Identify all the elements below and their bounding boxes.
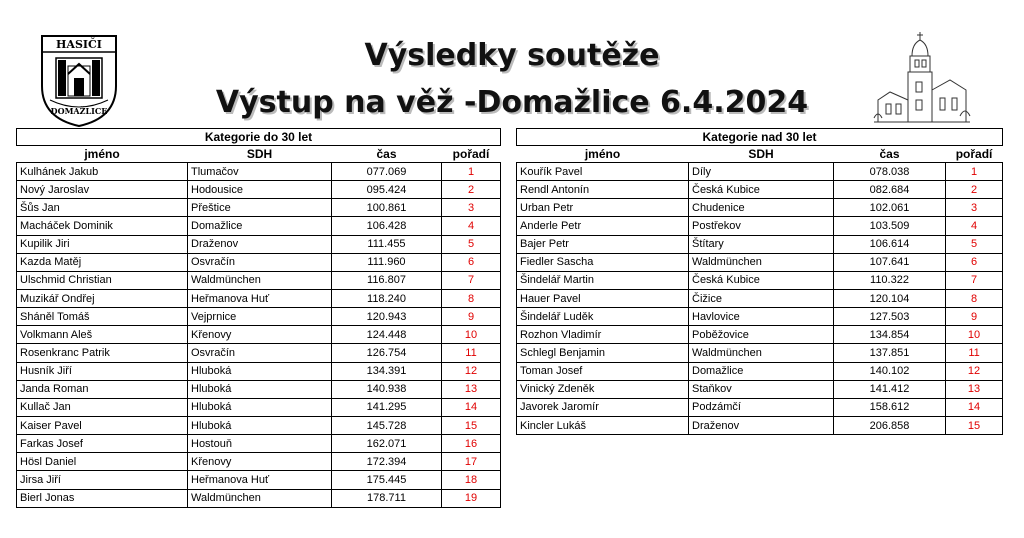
cell-sdh: Draženov <box>188 235 332 253</box>
table-row <box>17 398 501 416</box>
cell-rank: 4 <box>442 217 501 235</box>
col-header-rank: pořadí <box>955 147 993 161</box>
table-row <box>517 380 1003 398</box>
cell-time: 120.104 <box>834 289 946 307</box>
cell-time: 095.424 <box>332 181 442 199</box>
cell-sdh: Přeštice <box>188 199 332 217</box>
cell-rank: 10 <box>946 326 1003 344</box>
category-title: Kategorie nad 30 let <box>517 129 1003 146</box>
cell-sdh: Havlovice <box>689 308 834 326</box>
category-title: Kategorie do 30 let <box>17 129 501 146</box>
table-row <box>17 453 501 471</box>
cell-rank: 6 <box>442 253 501 271</box>
cell-time: 078.038 <box>834 163 946 181</box>
cell-time: 162.071 <box>332 435 442 453</box>
cell-sdh: Osvračín <box>188 253 332 271</box>
cell-time: 178.711 <box>332 489 442 507</box>
cell-time: 134.854 <box>834 326 946 344</box>
cell-name: Toman Josef <box>517 362 689 380</box>
results-table-over-30 <box>516 128 1003 435</box>
cell-sdh: Heřmanova Huť <box>188 289 332 307</box>
cell-name: Šůs Jan <box>17 199 188 217</box>
cell-time: 140.938 <box>332 380 442 398</box>
cell-time: 127.503 <box>834 308 946 326</box>
cell-sdh: Domažlice <box>689 362 834 380</box>
cell-time: 158.612 <box>834 398 946 416</box>
cell-name: Kazda Matěj <box>17 253 188 271</box>
cell-name: Šindelář Luděk <box>517 308 689 326</box>
cell-rank: 11 <box>946 344 1003 362</box>
cell-sdh: Chudenice <box>689 199 834 217</box>
cell-sdh: Křenovy <box>188 326 332 344</box>
cell-sdh: Staňkov <box>689 380 834 398</box>
cell-rank: 14 <box>946 398 1003 416</box>
table-row <box>17 163 501 181</box>
cell-name: Hauer Pavel <box>517 289 689 307</box>
cell-sdh: Díly <box>689 163 834 181</box>
cell-rank: 9 <box>442 308 501 326</box>
cell-rank: 3 <box>442 199 501 217</box>
cell-name: Farkas Josef <box>17 435 188 453</box>
cell-time: 172.394 <box>332 453 442 471</box>
cell-sdh: Waldmünchen <box>689 344 834 362</box>
table-row <box>17 271 501 289</box>
cell-rank: 12 <box>946 362 1003 380</box>
col-header-name: jméno <box>84 147 120 161</box>
cell-rank: 18 <box>442 471 501 489</box>
cell-rank: 8 <box>442 289 501 307</box>
cell-rank: 7 <box>442 271 501 289</box>
table-row <box>517 416 1003 434</box>
table-row <box>517 217 1003 235</box>
cell-time: 111.455 <box>332 235 442 253</box>
cell-rank: 13 <box>442 380 501 398</box>
cell-rank: 3 <box>946 199 1003 217</box>
logo-top-text: HASIČI <box>56 38 102 51</box>
page-subtitle: Výstup na věž -Domažlice 6.4.2024 <box>215 85 809 120</box>
cell-name: Kulhánek Jakub <box>17 163 188 181</box>
cell-name: Kouřík Pavel <box>517 163 689 181</box>
cell-name: Muzikář Ondřej <box>17 289 188 307</box>
cell-name: Rendl Antonín <box>517 181 689 199</box>
cell-sdh: Hluboká <box>188 380 332 398</box>
cell-time: 206.858 <box>834 416 946 434</box>
cell-name: Sháněl Tomáš <box>17 308 188 326</box>
cell-name: Kincler Lukáš <box>517 416 689 434</box>
cell-time: 107.641 <box>834 253 946 271</box>
table-row <box>17 253 501 271</box>
cell-rank: 2 <box>442 181 501 199</box>
table-row <box>517 398 1003 416</box>
cell-rank: 1 <box>442 163 501 181</box>
table-row <box>517 289 1003 307</box>
cell-rank: 10 <box>442 326 501 344</box>
table-row <box>17 344 501 362</box>
cell-sdh: Čižice <box>689 289 834 307</box>
cell-name: Jirsa Jiří <box>17 471 188 489</box>
table-row <box>517 199 1003 217</box>
table-row <box>17 289 501 307</box>
cell-name: Bajer Petr <box>517 235 689 253</box>
cell-rank: 15 <box>946 416 1003 434</box>
table-row <box>517 308 1003 326</box>
cell-name: Hösl Daniel <box>17 453 188 471</box>
col-header-rank: pořadí <box>452 147 490 161</box>
cell-time: 140.102 <box>834 362 946 380</box>
cell-name: Schlegl Benjamin <box>517 344 689 362</box>
cell-sdh: Hluboká <box>188 362 332 380</box>
cell-sdh: Heřmanova Huť <box>188 471 332 489</box>
cell-name: Rozhon Vladimír <box>517 326 689 344</box>
cell-sdh: Křenovy <box>188 453 332 471</box>
cell-time: 175.445 <box>332 471 442 489</box>
table-row <box>17 380 501 398</box>
cell-sdh: Hluboká <box>188 398 332 416</box>
cell-sdh: Waldmünchen <box>188 271 332 289</box>
cell-sdh: Postřekov <box>689 217 834 235</box>
results-table-under-30 <box>16 128 501 508</box>
col-header-time: čas <box>879 147 900 161</box>
cell-sdh: Hostouň <box>188 435 332 453</box>
table-row <box>17 199 501 217</box>
cell-name: Rosenkranc Patrik <box>17 344 188 362</box>
cell-rank: 4 <box>946 217 1003 235</box>
page-title: Výsledky soutěže <box>364 38 660 73</box>
table-row <box>517 163 1003 181</box>
cell-rank: 9 <box>946 308 1003 326</box>
cell-name: Ulschmid Christian <box>17 271 188 289</box>
cell-rank: 1 <box>946 163 1003 181</box>
cell-rank: 5 <box>442 235 501 253</box>
cell-name: Urban Petr <box>517 199 689 217</box>
cell-sdh: Osvračín <box>188 344 332 362</box>
cell-rank: 7 <box>946 271 1003 289</box>
cell-time: 137.851 <box>834 344 946 362</box>
cell-time: 145.728 <box>332 416 442 434</box>
table-row <box>17 471 501 489</box>
cell-rank: 12 <box>442 362 501 380</box>
cell-time: 106.614 <box>834 235 946 253</box>
table-row <box>17 416 501 434</box>
cell-name: Fiedler Sascha <box>517 253 689 271</box>
cell-name: Kullač Jan <box>17 398 188 416</box>
table-row <box>517 362 1003 380</box>
cell-sdh: Waldmünchen <box>188 489 332 507</box>
col-header-time: čas <box>376 147 397 161</box>
cell-name: Husník Jiří <box>17 362 188 380</box>
cell-rank: 5 <box>946 235 1003 253</box>
tower-drawing <box>872 30 972 126</box>
cell-sdh: Tlumačov <box>188 163 332 181</box>
table-row <box>517 235 1003 253</box>
cell-sdh: Hluboká <box>188 416 332 434</box>
cell-rank: 16 <box>442 435 501 453</box>
cell-sdh: Domažlice <box>188 217 332 235</box>
cell-rank: 17 <box>442 453 501 471</box>
cell-rank: 11 <box>442 344 501 362</box>
cell-rank: 15 <box>442 416 501 434</box>
col-header-sdh: SDH <box>748 147 774 161</box>
cell-time: 134.391 <box>332 362 442 380</box>
cell-name: Šindelář Martin <box>517 271 689 289</box>
cell-rank: 8 <box>946 289 1003 307</box>
table-row <box>517 344 1003 362</box>
table-row <box>17 235 501 253</box>
cell-time: 077.069 <box>332 163 442 181</box>
cell-rank: 13 <box>946 380 1003 398</box>
logo-bottom-text: DOMAŽLICE <box>50 106 108 116</box>
cell-sdh: Česká Kubice <box>689 271 834 289</box>
cell-name: Vinický Zdeněk <box>517 380 689 398</box>
cell-time: 111.960 <box>332 253 442 271</box>
cell-sdh: Waldmünchen <box>689 253 834 271</box>
cell-time: 141.295 <box>332 398 442 416</box>
cell-name: Bierl Jonas <box>17 489 188 507</box>
cell-time: 100.861 <box>332 199 442 217</box>
cell-name: Janda Roman <box>17 380 188 398</box>
cell-sdh: Poběžovice <box>689 326 834 344</box>
cell-time: 141.412 <box>834 380 946 398</box>
cell-time: 102.061 <box>834 199 946 217</box>
cell-time: 126.754 <box>332 344 442 362</box>
cell-name: Macháček Dominik <box>17 217 188 235</box>
table-row <box>17 435 501 453</box>
table-row <box>517 326 1003 344</box>
cell-rank: 14 <box>442 398 501 416</box>
col-header-sdh: SDH <box>246 147 273 161</box>
table-row <box>517 253 1003 271</box>
cell-time: 082.684 <box>834 181 946 199</box>
cell-time: 110.322 <box>834 271 946 289</box>
cell-sdh: Vejprnice <box>188 308 332 326</box>
cell-time: 106.428 <box>332 217 442 235</box>
cell-time: 118.240 <box>332 289 442 307</box>
cell-rank: 19 <box>442 489 501 507</box>
cell-time: 103.509 <box>834 217 946 235</box>
cell-name: Kaiser Pavel <box>17 416 188 434</box>
cell-sdh: Podzámčí <box>689 398 834 416</box>
cell-name: Anderle Petr <box>517 217 689 235</box>
cell-rank: 6 <box>946 253 1003 271</box>
table-row <box>17 362 501 380</box>
table-row <box>17 308 501 326</box>
cell-rank: 2 <box>946 181 1003 199</box>
cell-sdh: Štítary <box>689 235 834 253</box>
cell-name: Kupilik Jiri <box>17 235 188 253</box>
table-row <box>17 326 501 344</box>
table-row <box>17 489 501 507</box>
cell-sdh: Draženov <box>689 416 834 434</box>
table-row <box>17 181 501 199</box>
cell-time: 120.943 <box>332 308 442 326</box>
cell-time: 116.807 <box>332 271 442 289</box>
cell-time: 124.448 <box>332 326 442 344</box>
cell-name: Javorek Jaromír <box>517 398 689 416</box>
col-header-name: jméno <box>584 147 621 161</box>
cell-name: Volkmann Aleš <box>17 326 188 344</box>
cell-name: Nový Jaroslav <box>17 181 188 199</box>
table-row <box>17 217 501 235</box>
table-row <box>517 181 1003 199</box>
cell-sdh: Hodousice <box>188 181 332 199</box>
table-row <box>517 271 1003 289</box>
cell-sdh: Česká Kubice <box>689 181 834 199</box>
